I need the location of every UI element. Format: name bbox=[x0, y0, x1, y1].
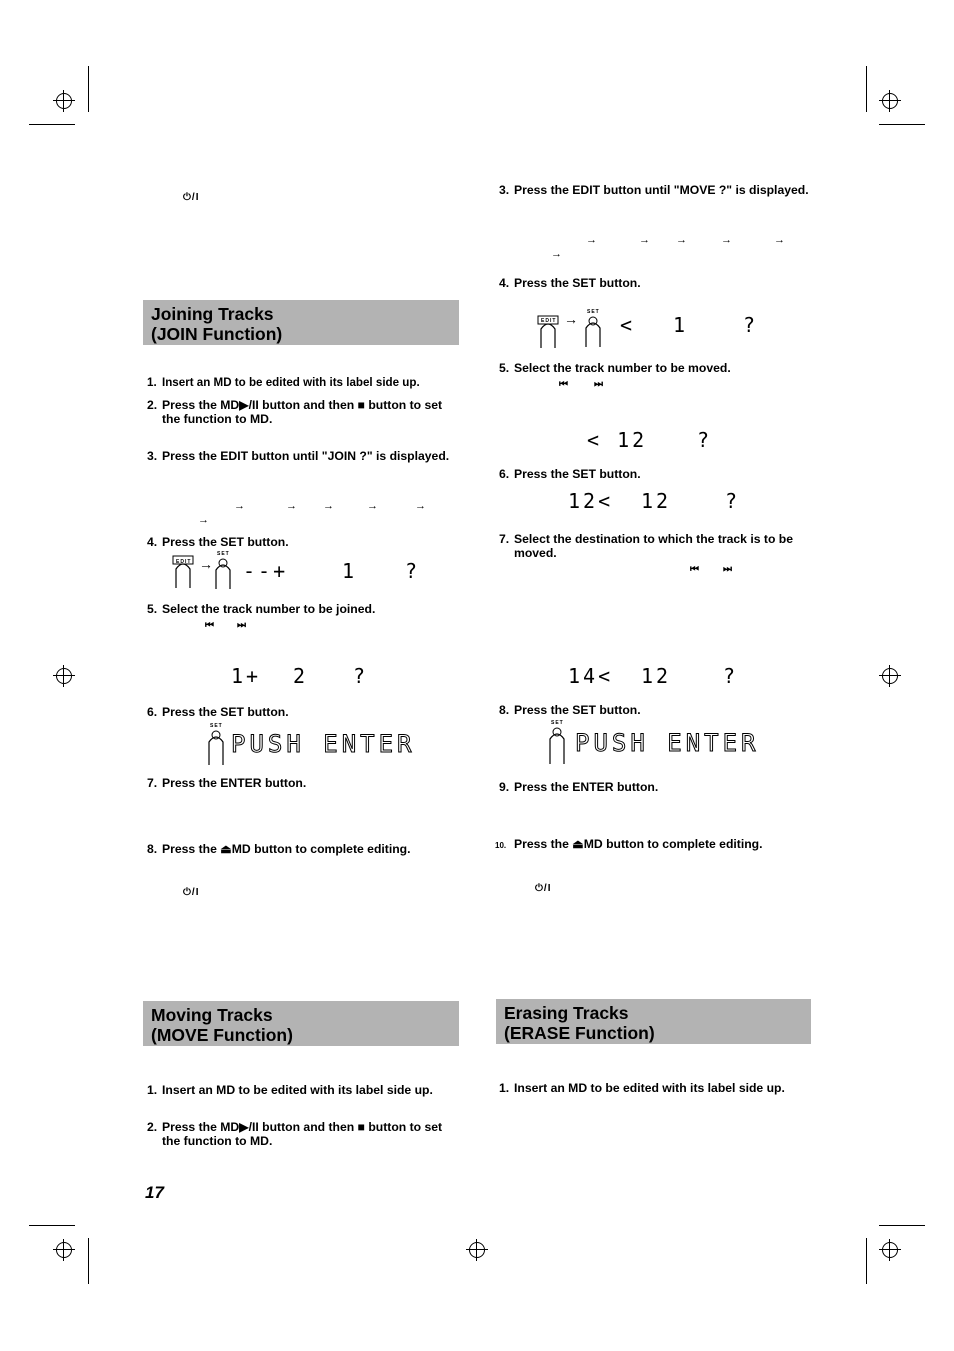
arrow-icon: → bbox=[199, 556, 213, 572]
arrow-icon: → bbox=[551, 248, 562, 260]
crop-mark bbox=[879, 124, 925, 125]
erase-section-header bbox=[496, 999, 811, 1044]
power-icon: ⏻/I bbox=[183, 192, 200, 203]
join-section-header bbox=[143, 300, 459, 345]
join-step-7: 7. Press the ENTER button. bbox=[147, 776, 307, 790]
power-icon: ⏻/I bbox=[183, 887, 200, 898]
move-step-3: 3. Press the EDIT button until "MOVE ?" is displayed. bbox=[499, 183, 809, 197]
edit-label: EDIT bbox=[541, 318, 557, 324]
registration-mark-icon bbox=[879, 90, 901, 112]
push-enter-display: PUSH ENTER bbox=[575, 729, 760, 757]
move-section-header bbox=[143, 1001, 459, 1046]
crop-mark bbox=[29, 1225, 75, 1226]
registration-mark-icon bbox=[466, 1239, 488, 1261]
arrow-icon: → bbox=[367, 500, 378, 512]
lcd-display: ? bbox=[743, 313, 759, 337]
set-button-icon bbox=[206, 730, 226, 766]
registration-mark-icon bbox=[53, 1239, 75, 1261]
lcd-display: < bbox=[620, 313, 636, 337]
set-label: SET bbox=[587, 309, 600, 315]
lcd-display: 1 bbox=[673, 313, 689, 337]
move-step-9: 9. Press the ENTER button. bbox=[499, 780, 659, 794]
move-step-1: 1. Insert an MD to be edited with its label side up. bbox=[147, 1083, 433, 1097]
set-button-icon bbox=[213, 558, 233, 590]
skip-forward-icon: ⏭ bbox=[594, 379, 604, 390]
join-step-6: 6. Press the SET button. bbox=[147, 705, 289, 719]
set-button-icon bbox=[547, 727, 567, 765]
erase-step-1: 1. Insert an MD to be edited with its label side up. bbox=[499, 1081, 785, 1095]
arrow-icon: → bbox=[198, 514, 209, 526]
lcd-display: 1+ bbox=[231, 664, 262, 688]
lcd-display: < 12 bbox=[587, 428, 648, 452]
lcd-display: ? bbox=[723, 664, 739, 688]
crop-mark bbox=[88, 1238, 89, 1284]
skip-back-icon: ⏮ bbox=[205, 620, 215, 631]
arrow-icon: → bbox=[323, 500, 334, 512]
crop-mark bbox=[866, 1238, 867, 1284]
set-label: SET bbox=[217, 551, 230, 557]
move-title-line1: Moving Tracks bbox=[151, 1005, 273, 1025]
skip-forward-icon: ⏭ bbox=[723, 564, 733, 575]
lcd-display: 2 bbox=[293, 664, 309, 688]
lcd-display: --+ bbox=[243, 559, 289, 583]
registration-mark-icon bbox=[53, 665, 75, 687]
set-label: SET bbox=[210, 723, 223, 729]
lcd-display: 12< bbox=[568, 489, 614, 513]
arrow-icon: → bbox=[676, 234, 687, 246]
crop-mark bbox=[88, 66, 89, 112]
set-button-icon bbox=[583, 316, 603, 348]
move-step-4: 4. Press the SET button. bbox=[499, 276, 641, 290]
set-label: SET bbox=[551, 720, 564, 726]
arrow-icon: → bbox=[586, 234, 597, 246]
registration-mark-icon bbox=[53, 90, 75, 112]
arrow-icon: → bbox=[286, 500, 297, 512]
join-title-line1: Joining Tracks bbox=[151, 304, 274, 324]
lcd-display: 12 bbox=[641, 664, 672, 688]
join-step-4: 4. Press the SET button. bbox=[147, 535, 289, 549]
arrow-icon: → bbox=[234, 500, 245, 512]
join-title-line2: (JOIN Function) bbox=[151, 324, 283, 344]
join-step-3: 3. Press the EDIT button until "JOIN ?" is displayed. bbox=[147, 449, 450, 463]
registration-mark-icon bbox=[879, 1239, 901, 1261]
push-enter-display: PUSH ENTER bbox=[231, 730, 416, 758]
join-step-8: 8. Press the ⏏MD button to complete editing. bbox=[147, 842, 411, 856]
arrow-icon: → bbox=[415, 500, 426, 512]
move-step-2: 2. Press the MD▶/II button and then ■ button to set the function to MD. bbox=[147, 1120, 443, 1148]
edit-label: EDIT bbox=[176, 559, 192, 565]
lcd-display: ? bbox=[725, 489, 741, 513]
arrow-icon: → bbox=[774, 234, 785, 246]
lcd-display: 1 bbox=[342, 559, 358, 583]
skip-forward-icon: ⏭ bbox=[237, 620, 247, 631]
move-step-6: 6. Press the SET button. bbox=[499, 467, 641, 481]
move-step-10: 10. Press the ⏏MD button to complete editing. bbox=[495, 837, 763, 851]
move-step-8: 8. Press the SET button. bbox=[499, 703, 641, 717]
arrow-icon: → bbox=[564, 311, 578, 327]
move-step-7: 7. Select the destination to which the track is to be moved. bbox=[499, 532, 794, 560]
lcd-display: 12 bbox=[641, 489, 672, 513]
power-icon: ⏻/I bbox=[535, 883, 552, 894]
page-number: 17 bbox=[145, 1183, 164, 1202]
skip-back-icon: ⏮ bbox=[690, 564, 700, 575]
erase-title-line1: Erasing Tracks bbox=[504, 1003, 629, 1023]
join-step-2: 2. Press the MD▶/II button and then ■ button to set the function to MD. bbox=[147, 398, 443, 426]
arrow-icon: → bbox=[639, 234, 650, 246]
join-step-1: 1. Insert an MD to be edited with its label side up. bbox=[147, 376, 420, 389]
lcd-display: 14< bbox=[568, 664, 614, 688]
crop-mark bbox=[866, 66, 867, 112]
registration-mark-icon bbox=[879, 665, 901, 687]
lcd-display: ? bbox=[697, 428, 713, 452]
skip-back-icon: ⏮ bbox=[559, 379, 569, 390]
erase-title-line2: (ERASE Function) bbox=[504, 1023, 655, 1043]
lcd-display: ? bbox=[353, 664, 369, 688]
crop-mark bbox=[29, 124, 75, 125]
arrow-icon: → bbox=[721, 234, 732, 246]
crop-mark bbox=[879, 1225, 925, 1226]
join-step-5: 5. Select the track number to be joined. bbox=[147, 602, 376, 616]
move-step-5: 5. Select the track number to be moved. bbox=[499, 361, 731, 375]
move-title-line2: (MOVE Function) bbox=[151, 1025, 293, 1045]
lcd-display: ? bbox=[405, 559, 421, 583]
